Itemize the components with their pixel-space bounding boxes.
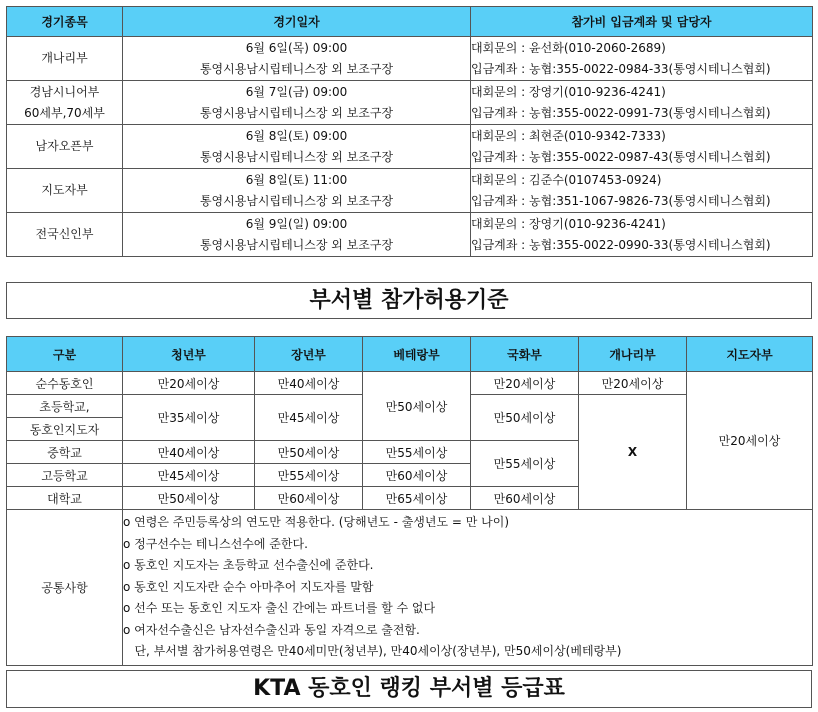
section-title-criteria: 부서별 참가허용기준 xyxy=(6,282,812,319)
cell: 만20세이상 xyxy=(579,372,687,395)
note-item: o 연령은 주민등록상의 연도만 적용한다. (당해년도 - 출생년도 = 만 나이) xyxy=(123,515,510,529)
contact-cell: 대회문의 : 김준수(0107453-0924) 입금계좌 : 농협:351-1067-9826-73(통영시테니스협회) xyxy=(471,169,813,213)
cell: 만45세이상 xyxy=(255,395,363,441)
row-label: 중학교 xyxy=(7,441,123,464)
cell: 만20세이상 xyxy=(123,372,255,395)
cell: 만65세이상 xyxy=(363,487,471,510)
date-cell: 6월 8일(토) 11:00 통영시용남시립테니스장 외 보조구장 xyxy=(123,169,471,213)
cell: 만50세이상 xyxy=(471,395,579,441)
cell: 만55세이상 xyxy=(471,441,579,487)
header-category: 구분 xyxy=(7,337,123,372)
note-item: o 동호인 지도자는 초등학교 선수출신에 준한다. xyxy=(123,558,374,572)
date-cell: 6월 7일(금) 09:00 통영시용남시립테니스장 외 보조구장 xyxy=(123,81,471,125)
row-label: 대학교 xyxy=(7,487,123,510)
contact-cell: 대회문의 : 윤선화(010-2060-2689) 입금계좌 : 농협:355-0022-0984-33(통영시테니스협회) xyxy=(471,37,813,81)
cell: 만50세이상 xyxy=(255,441,363,464)
schedule-table xyxy=(6,6,813,257)
section-title-ranking: KTA 동호인 랭킹 부서별 등급표 xyxy=(6,670,812,708)
schedule-header-row xyxy=(7,7,813,37)
header-youth: 청년부 xyxy=(123,337,255,372)
contact-cell: 대회문의 : 장영기(010-9236-4241) 입금계좌 : 농협:355-0022-0991-73(통영시테니스협회) xyxy=(471,81,813,125)
cell: 만45세이상 xyxy=(123,464,255,487)
cell: 만20세이상 xyxy=(471,372,579,395)
header-account: 참가비 입금계좌 및 담당자 xyxy=(471,7,813,37)
contact-cell: 대회문의 : 장영기(010-9236-4241) 입금계좌 : 농협:355-0022-0990-33(통영시테니스협회) xyxy=(471,213,813,257)
cell: 만35세이상 xyxy=(123,395,255,441)
cell: 만60세이상 xyxy=(471,487,579,510)
table-row-common xyxy=(7,510,813,666)
event-cell: 지도자부 xyxy=(7,169,123,213)
header-date: 경기일자 xyxy=(123,7,471,37)
event-cell: 남자오픈부 xyxy=(7,125,123,169)
table-row xyxy=(7,37,813,81)
row-label: 동호인지도자 xyxy=(7,418,123,441)
event-cell: 개나리부 xyxy=(7,37,123,81)
row-label: 초등학교, xyxy=(7,395,123,418)
row-label: 순수동호인 xyxy=(7,372,123,395)
cell: 만50세이상 xyxy=(363,372,471,441)
table-row xyxy=(7,372,813,395)
common-label: 공통사항 xyxy=(7,510,123,666)
note-item: o 동호인 지도자란 순수 아마추어 지도자를 말함 xyxy=(123,579,374,594)
cell: 만20세이상 xyxy=(687,372,813,510)
cell: 만60세이상 xyxy=(255,487,363,510)
header-forsythia: 개나리부 xyxy=(579,337,687,372)
header-event: 경기종목 xyxy=(7,7,123,37)
header-leader: 지도자부 xyxy=(687,337,813,372)
cell-x: X xyxy=(579,395,687,510)
date-cell: 6월 8일(토) 09:00 통영시용남시립테니스장 외 보조구장 xyxy=(123,125,471,169)
cell: 만40세이상 xyxy=(255,372,363,395)
contact-cell: 대회문의 : 최현준(010-9342-7333) 입금계좌 : 농협:355-0022-0987-43(통영시테니스협회) xyxy=(471,125,813,169)
date-cell: 6월 9일(일) 09:00 통영시용남시립테니스장 외 보조구장 xyxy=(123,213,471,257)
cell: 만40세이상 xyxy=(123,441,255,464)
cell: 만55세이상 xyxy=(363,441,471,464)
event-cell: 경남시니어부 60세부,70세부 xyxy=(7,81,123,125)
table-row xyxy=(7,213,813,257)
header-veteran: 베테랑부 xyxy=(363,337,471,372)
note-item: 단, 부서별 참가허용연령은 만40세미만(청년부), 만40세이상(장년부), 만50세이상(베테랑부) xyxy=(123,644,622,658)
event-cell: 전국신인부 xyxy=(7,213,123,257)
table-row xyxy=(7,169,813,213)
criteria-header-row xyxy=(7,337,813,372)
cell: 만55세이상 xyxy=(255,464,363,487)
header-middle: 장년부 xyxy=(255,337,363,372)
note-item: o 여자선수출신은 남자선수출신과 동일 자격으로 출전함. xyxy=(123,622,420,637)
date-cell: 6월 6일(목) 09:00 통영시용남시립테니스장 외 보조구장 xyxy=(123,37,471,81)
header-chrysanthemum: 국화부 xyxy=(471,337,579,372)
cell: 만50세이상 xyxy=(123,487,255,510)
row-label: 고등학교 xyxy=(7,464,123,487)
note-item: o 선수 또는 동호인 지도자 출신 간에는 파트너를 할 수 없다 xyxy=(123,601,436,615)
table-row xyxy=(7,81,813,125)
cell: 만60세이상 xyxy=(363,464,471,487)
criteria-table xyxy=(6,336,813,666)
note-item: o 정구선수는 테니스선수에 준한다. xyxy=(123,536,308,551)
common-notes xyxy=(123,510,813,666)
table-row xyxy=(7,125,813,169)
